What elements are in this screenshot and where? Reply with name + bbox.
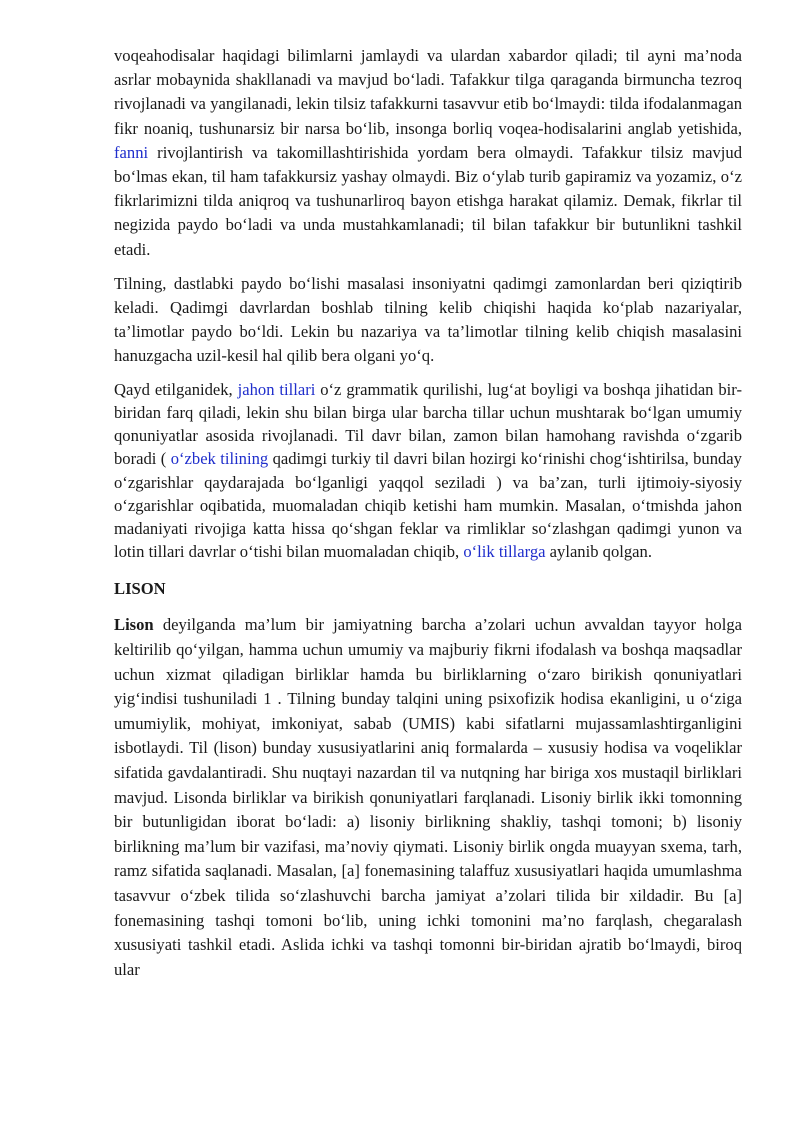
paragraph-text: rivojlantirish va takomillashtirishida yordam bera olmaydi. Tafakkur tilsiz mavjud bo‘lmas ekan, til ham tafakkursiz yashay olmaydi. Biz o‘ylab turib gapiramiz va yozamiz, o‘z fikrlarimizni tilda aniqroq va tushunarliroq bayon etishga harakat qilamiz. Demak, fikrlar til negizida paydo bo‘ladi va unda mustahkamlanadi; til bilan tafakkur bir butunlikni tashkil etadi. xyxy=(114,142,742,259)
paragraph-world-languages xyxy=(114,378,742,564)
paragraph-text: aylanib qolgan. xyxy=(549,542,652,562)
document-page xyxy=(114,44,742,982)
link-ozbek-tilining[interactable]: o‘zbek tilining xyxy=(170,449,269,469)
paragraph-thought-and-language xyxy=(114,44,742,262)
section-heading: LISON xyxy=(114,579,166,599)
paragraph-text: voqeahodisalar haqidagi bilimlarni jamlaydi va ulardan xabardor qiladi; til ayni ma’noda asrlar mobaynida shakllanadi va mavjud bo‘ladi. Tafakkur tilga qaraganda birmuncha tezroq rivojlanadi va yangilanadi, lekin tilsiz tafakkurni tasavvur etib bo‘lmaydi: tilda ifodalanmagan fikr noaniq, tushunarsiz bir narsa bo‘lib, insonga borliq voqea-hodisalarini anglab yetishida, xyxy=(114,46,742,138)
paragraph-text: deyilganda ma’lum bir jamiyatning barcha a’zolari uchun avvaldan tayyor holga keltirilib qo‘yilgan, hamma uchun umumiy va majburiy fikrni ifodalash va boshqa maqsadlar uchun xizmat qiladigan birliklar hamda bu birliklarning o‘zaro birikish qonuniyatlari yig‘indisi tushuniladi 1 . Tilning bunday talqini uning psixofizik hodisa ekanligini, u o‘ziga umumiylik, mohiyat, imkoniyat, sabab (UMIS) kabi sifatlarni mujassamlashtirganligini isbotlaydi. Til (lison) bunday xususiyatlarini aniq formalarda – xususiy hodisa va voqeliklar sifatida gavdalantiradi. Shu nuqtayi nazardan til va nutqning har biriga xos mustaqil birliklari mavjud. Lisonda birliklar va birikish qonuniyatlari farqlanadi. Lisoniy birlik ikki tomonning bir butunligidan iborat bo‘ladi: a) lisoniy birlikning shakliy, tashqi tomoni; b) lisoniy birlikning ma’lum bir vazifasi, ma’noviy qiymati. Lisoniy birlik ongda muayyan sxema, tarh, ramz sifatida saqlanadi. Masalan, [a] fonemasining talaffuz xususiyatlari haqida umumlashma tasavvur o‘zbek tilida so‘zlashuvchi barcha jamiyat a’zolari tilida bir xildadir. Bu [a] fonemasining tashqi tomoni bo‘lib, uning ichki tomonini ma’no farqlash, chegaralash xususiyati tashkil etadi. Aslida ichki va tashqi tomonni bir-biridan ajratib bo‘lmaydi, biroq ular xyxy=(114,615,743,979)
link-fanni[interactable]: fanni xyxy=(114,142,149,162)
paragraph-text: Qayd etilganidek, xyxy=(114,379,233,399)
bold-term: Lison xyxy=(114,615,154,635)
paragraph-lison-definition xyxy=(114,613,742,982)
link-jahon-tillari[interactable]: jahon tillari xyxy=(237,379,316,399)
paragraph-origin-of-language: Tilning, dastlabki paydo bo‘lishi masalasi insoniyatni qadimgi zamonlardan beri qiziqtirib keladi. Qadimgi davrlardan boshlab tilning kelib chiqishi haqida ko‘plab nazariyalar, ta’limotlar paydo bo‘ldi. Lekin bu nazariya va ta’limotlar tilning kelib chiqish masalasini hanuzgacha uzil-kesil hal qilib bera olgani yo‘q. xyxy=(114,273,742,365)
paragraph-text: o‘z grammatik qurilishi, lug‘at boyligi va boshqa jihatidan bir-biridan farq qiladi, lekin shu bilan birga ular barcha tillar uchun mushtarak bo‘lgan umumiy qonuniyatlar asosida rivojlanadi. Til davr bilan, zamon bilan hamohang ravishda o‘zgarib boradi ( xyxy=(114,379,743,469)
paragraph-text: qadimgi turkiy til davri bilan hozirgi ko‘rinishi chog‘ishtirilsa, bunday o‘zgarishlar qaydarajada bo‘lganligi yaqqol seziladi ) va ba’zan, turli ijtimoiy-siyosiy o‘zgarishlar oqibatida, muomaladan chiqib ketishi ham mumkin. Masalan, o‘tmishda jahon madaniyati rivojiga katta hissa qo‘shgan feklar va rimliklar so‘zlashgan qadimgi yunon va lotin tillari davrlar o‘tishi bilan muomaladan chiqib, xyxy=(114,449,742,562)
link-olik-tillarga[interactable]: o‘lik tillarga xyxy=(463,542,546,562)
